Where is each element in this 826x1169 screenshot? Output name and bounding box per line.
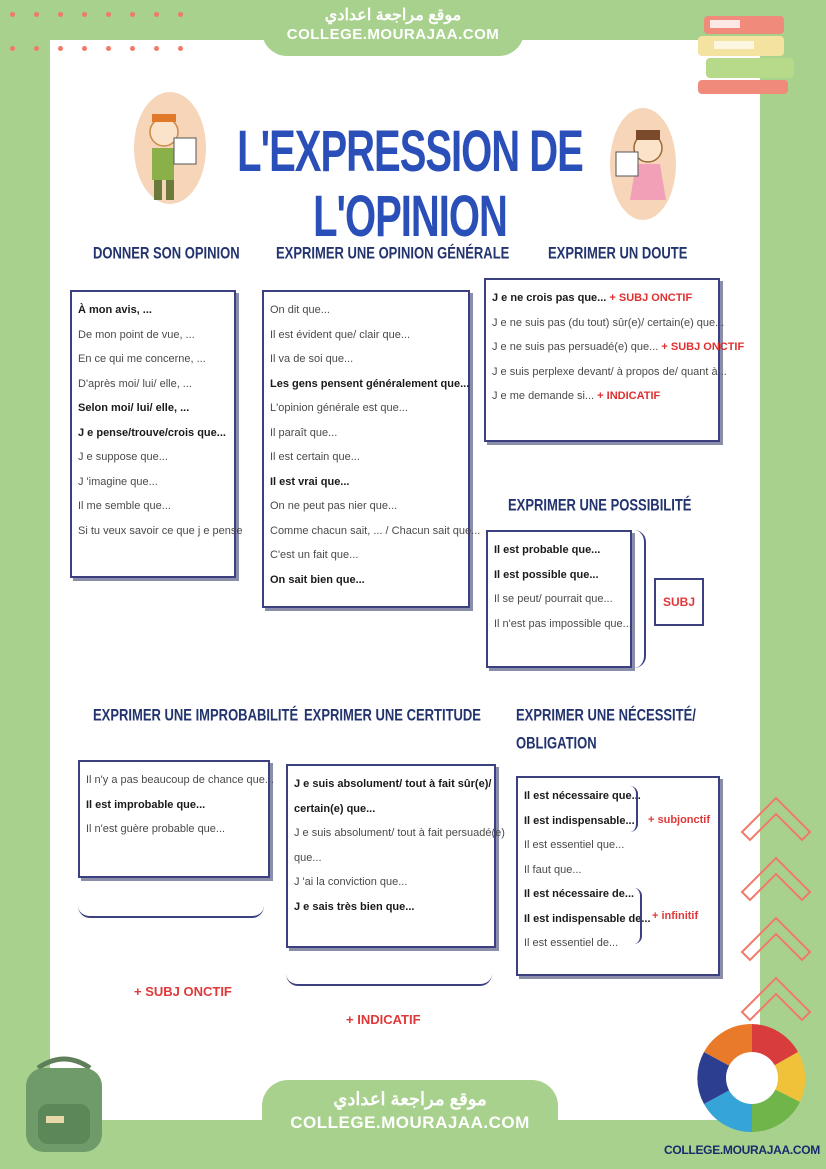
box-exprimer-necessite	[516, 776, 720, 976]
list-item: Il est essentiel que...	[524, 839, 625, 851]
brace	[630, 786, 638, 832]
logo-wheel-icon	[696, 1022, 808, 1134]
mood-label: + INDICATIF	[597, 390, 661, 402]
heading-exprimer-doute: EXPRIMER UN DOUTE	[548, 243, 688, 263]
brace	[286, 974, 492, 986]
school-bag-icon	[18, 1054, 112, 1154]
brace	[634, 888, 642, 944]
list-item: J e suis perplexe devant/ à propos de/ quant à...	[492, 365, 727, 378]
mood-label: + SUBJ ONCTIF	[661, 341, 745, 353]
mood-label: + SUBJ ONCTIF	[609, 292, 693, 304]
brace	[634, 530, 646, 668]
footer-site-link[interactable]: COLLEGE.MOURAJAA.COM	[290, 1113, 530, 1132]
certitude-result: + INDICATIF	[346, 1012, 421, 1027]
list-item: Il me semble que...	[78, 500, 171, 512]
necessite-result-infinitif: + infinitif	[652, 910, 699, 922]
list-item: Il est indispensable...	[524, 814, 635, 827]
box-exprimer-possibilite	[486, 530, 632, 668]
list-item: Il est évident que/ clair que...	[270, 328, 411, 341]
header-banner	[262, 6, 524, 56]
list-item: Il est essentiel de...	[524, 937, 619, 949]
heading-exprimer-necessite: EXPRIMER UNE NÉCESSITÉ/	[516, 705, 696, 725]
list-item: J e suis absolument/ tout à fait sûr(e)/	[294, 778, 492, 790]
books-icon	[694, 10, 800, 96]
avatar-boy-icon	[134, 92, 206, 204]
list-item: J e me demande si... + INDICATIF	[492, 390, 661, 402]
list-item: J e suppose que...	[78, 451, 168, 463]
box-exprimer-improbabilite	[78, 760, 275, 878]
list-item: Il est possible que...	[494, 568, 599, 581]
list-item: Si tu veux savoir ce que j e pense	[78, 524, 243, 537]
list-item: Comme chacun sait, ... / Chacun sait que...	[270, 524, 481, 537]
list-item: J e sais très bien que...	[294, 900, 415, 913]
list-item: Il n'est pas impossible que...	[494, 617, 632, 630]
list-item: À mon avis, ...	[78, 304, 152, 316]
box-exprimer-certitude	[286, 764, 505, 948]
list-item: J e ne suis pas (du tout) sûr(e)/ certain(e) que...	[492, 316, 725, 329]
heading-exprimer-certitude: EXPRIMER UNE CERTITUDE	[304, 705, 481, 725]
logo-text: COLLEGE.MOURAJAA.COM	[664, 1143, 821, 1157]
list-item: Il est vrai que...	[270, 475, 350, 488]
list-item: Il paraît que...	[270, 426, 338, 439]
list-item: On sait bien que...	[270, 573, 365, 586]
list-item: En ce qui me concerne, ...	[78, 353, 206, 365]
list-item: J 'imagine que...	[78, 475, 158, 488]
list-item: Il est improbable que...	[86, 798, 206, 811]
box-donner-son-opinion	[70, 290, 243, 578]
list-item: Il va de soi que...	[270, 353, 354, 365]
list-item: Selon moi/ lui/ elle, ...	[78, 402, 190, 414]
heading-opinion-generale: EXPRIMER UNE OPINION GÉNÉRALE	[276, 243, 510, 263]
footer-arabic-title: موقع مراجعة اعدادي	[333, 1089, 487, 1109]
chevron-up-icon	[736, 790, 816, 1030]
list-item: Il faut que...	[524, 863, 582, 876]
header-site-link[interactable]: COLLEGE.MOURAJAA.COM	[286, 26, 500, 43]
box-opinion-generale	[262, 290, 481, 608]
list-item: Il est indispensable de...	[524, 912, 651, 925]
list-item: C'est un fait que...	[270, 549, 359, 561]
list-item: D'après moi/ lui/ elle, ...	[78, 377, 192, 390]
page-title: L'EXPRESSION DE L'OPINION	[237, 120, 583, 250]
list-item: Les gens pensent généralement que...	[270, 377, 470, 390]
list-item: De mon point de vue, ...	[78, 328, 195, 341]
necessite-result-subjonctif: + subjonctif	[648, 814, 711, 826]
list-item: J e ne crois pas que... + SUBJ ONCTIF	[492, 292, 693, 304]
decorative-dots	[8, 4, 208, 54]
list-item: Il est nécessaire de...	[524, 888, 635, 900]
list-item: Il est nécessaire que...	[524, 790, 641, 802]
list-item: J e pense/trouve/crois que...	[78, 426, 226, 439]
list-item: J 'ai la conviction que...	[294, 876, 408, 888]
list-item: Il n'y a pas beaucoup de chance que...	[86, 774, 275, 786]
list-item: L'opinion générale est que...	[270, 402, 408, 414]
heading-exprimer-improbabilite: EXPRIMER UNE IMPROBABILITÉ	[93, 705, 299, 725]
list-item: Il est certain que...	[270, 451, 360, 463]
brace	[78, 906, 264, 918]
list-item: Il se peut/ pourrait que...	[494, 593, 613, 605]
heading-obligation: OBLIGATION	[516, 733, 597, 753]
list-item: J e ne suis pas persuadé(e) que... + SUBJ ONCTIF	[492, 341, 745, 353]
list-item: Il n'est guère probable que...	[86, 823, 226, 835]
box-exprimer-doute	[484, 278, 745, 442]
list-item: certain(e) que...	[294, 802, 376, 815]
heading-donner-son-opinion: DONNER SON OPINION	[93, 243, 240, 263]
improbabilite-result: + SUBJ ONCTIF	[134, 984, 232, 999]
header-arabic-title: موقع مراجعة اعدادي	[324, 7, 462, 24]
heading-exprimer-possibilite: EXPRIMER UNE POSSIBILITÉ	[508, 495, 692, 515]
list-item: Il est probable que...	[494, 544, 601, 556]
list-item: que...	[294, 851, 322, 864]
avatar-girl-icon	[610, 108, 676, 220]
list-item: On ne peut pas nier que...	[270, 500, 398, 512]
list-item: J e suis absolument/ tout à fait persuadé(e)	[294, 827, 505, 839]
footer-banner	[262, 1080, 558, 1144]
subj-result-box: SUBJ	[654, 578, 704, 626]
list-item: On dit que...	[270, 304, 330, 316]
